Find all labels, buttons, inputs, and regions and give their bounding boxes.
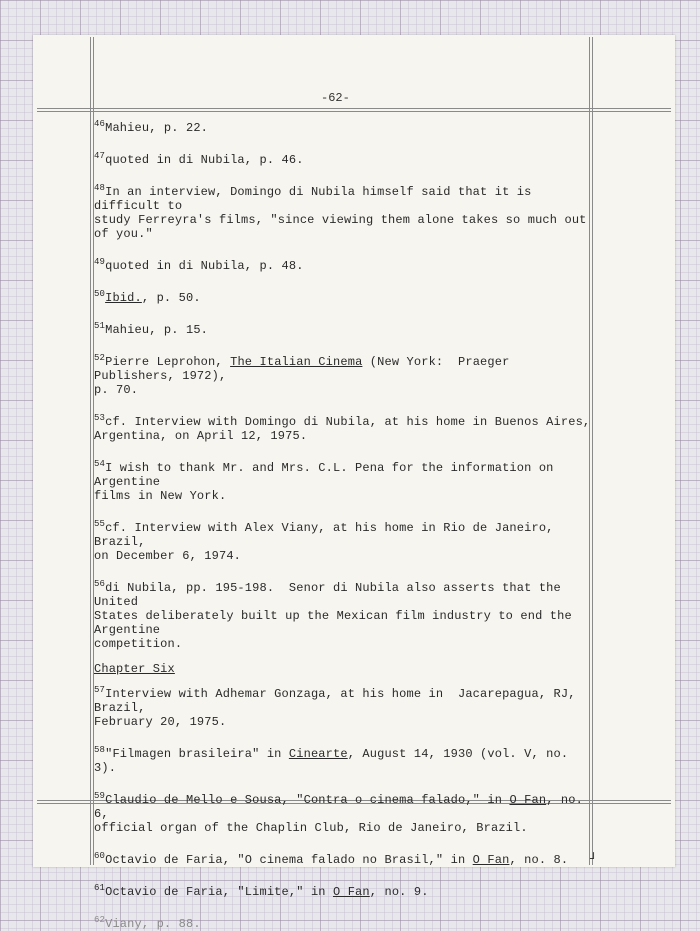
footnote-number: 56 <box>94 579 106 589</box>
footnote-text: In an interview, Domingo di Nubila himself said that it is difficult to study Ferreyra's films, "since viewing them alone takes so much out of you." <box>94 185 587 241</box>
footnote-51 <box>94 323 594 337</box>
footnote-number: 53 <box>94 413 106 423</box>
footnote-number: 47 <box>94 151 106 161</box>
footnote-62 <box>94 917 594 931</box>
footnote-text: cf. Interview with Domingo di Nubila, at his home in Buenos Aires, Argentina, on April 12, 1975. <box>94 415 591 443</box>
footnote-57 <box>94 687 594 729</box>
footnote-47 <box>94 153 594 167</box>
footnote-number: 57 <box>94 685 106 695</box>
corner-mark: ┘ <box>590 852 598 866</box>
footnote-55 <box>94 521 594 563</box>
footnote-number: 46 <box>94 119 106 129</box>
footnote-text: Octavio de Faria, "O cinema falado no Brasil," in <box>105 853 473 867</box>
footnote-56 <box>94 581 594 651</box>
footnote-title: Cinearte <box>288 747 348 761</box>
footnote-title: O Fan <box>509 793 547 807</box>
footnote-text: , August 14, 1930 (vol. V, no. 3). <box>94 747 576 775</box>
footnote-text: Pierre Leprohon, <box>105 355 231 369</box>
footnote-text: , no. 6, official organ of the Chaplin Club, Rio de Janeiro, Brazil. <box>94 793 583 835</box>
footnote-number: 51 <box>94 321 106 331</box>
footnote-number: 62 <box>94 915 106 925</box>
footnote-text: , p. 50. <box>141 291 201 305</box>
footnote-text: Octavio de Faria, "Limite," in <box>105 885 333 899</box>
footnote-text: "Filmagen brasileira" in <box>105 747 289 761</box>
chapter-heading: Chapter Six <box>94 662 175 676</box>
footnote-number: 61 <box>94 883 106 893</box>
left-rule <box>90 37 91 865</box>
footnote-text: Mahieu, p. 22. <box>105 121 209 135</box>
footnote-title: O Fan <box>472 853 510 867</box>
footnote-text: , no. 8. <box>509 853 569 867</box>
footnote-text: quoted in di Nubila, p. 48. <box>105 259 304 273</box>
footnote-50 <box>94 291 594 305</box>
footnote-number: 60 <box>94 851 106 861</box>
footnote-number: 54 <box>94 459 106 469</box>
footnote-59 <box>94 793 594 835</box>
footnote-number: 49 <box>94 257 106 267</box>
footnote-48 <box>94 185 594 241</box>
footnote-text: quoted in di Nubila, p. 46. <box>105 153 304 167</box>
footnote-60 <box>94 853 594 867</box>
footnote-text: Claudio de Mello e Sousa, "Contra o cinema falado," in <box>105 793 510 807</box>
top-rule <box>37 108 671 109</box>
top-rule-inner <box>37 111 671 112</box>
footnote-text: Interview with Adhemar Gonzaga, at his home in Jacarepagua, RJ, Brazil, February 20, 1975. <box>94 687 576 729</box>
footnote-number: 48 <box>94 183 106 193</box>
footnote-text: I wish to thank Mr. and Mrs. C.L. Pena for the information on Argentine films in New York. <box>94 461 554 503</box>
footnote-49 <box>94 259 594 273</box>
document-sheet <box>33 35 675 931</box>
footnote-number: 52 <box>94 353 106 363</box>
footnote-46 <box>94 121 594 135</box>
footnote-text: Mahieu, p. 15. <box>105 323 209 337</box>
footnote-text: cf. Interview with Alex Viany, at his home in Rio de Janeiro, Brazil, on December 6, 1974. <box>94 521 554 563</box>
footnote-text: (New York: Praeger Publishers, 1972), p. 70. <box>94 355 510 397</box>
footnote-58 <box>94 747 594 775</box>
footnote-number: 59 <box>94 791 106 801</box>
footnote-52 <box>94 355 594 397</box>
footnote-text: Viany, p. 88. <box>105 917 201 931</box>
footnote-title: O Fan <box>333 885 370 899</box>
footnote-title: Ibid. <box>105 291 142 305</box>
footnote-number: 55 <box>94 519 106 529</box>
footnote-54 <box>94 461 594 503</box>
footnote-61 <box>94 885 594 899</box>
footnotes-list <box>94 121 594 931</box>
footnote-53 <box>94 415 594 443</box>
footnote-title: The Italian Cinema <box>230 355 363 369</box>
page-number: -62- <box>321 91 350 105</box>
footnote-number: 58 <box>94 745 106 755</box>
footnote-text: , no. 9. <box>369 885 429 899</box>
footnote-number: 50 <box>94 289 106 299</box>
footnote-text: di Nubila, pp. 195-198. Senor di Nubila also asserts that the United States deliberately built up the Mexican film industry to end the Argentine competition. <box>94 581 572 651</box>
